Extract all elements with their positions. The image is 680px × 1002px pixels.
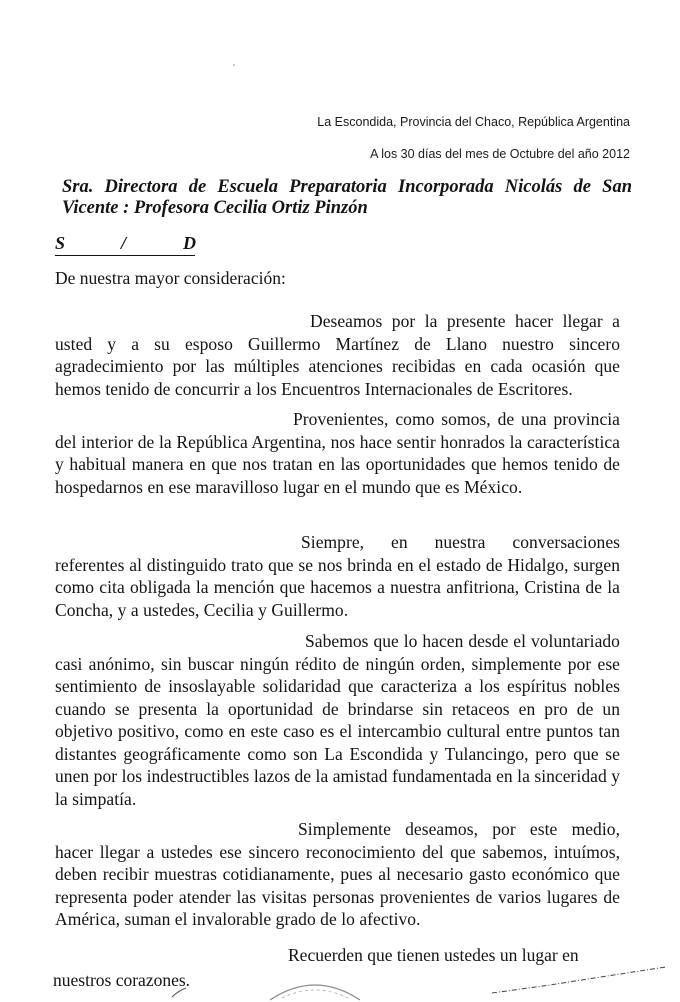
closing-line-1: Recuerden que tienen ustedes un lugar en <box>288 945 579 965</box>
addressee: Sra. Directora de Escuela Preparatoria Incorporada Nicolás de San Vicente : Profesora Cecilia Ortiz Pinzón <box>62 177 632 218</box>
letter-place: La Escondida, Provincia del Chaco, República Argentina <box>317 115 630 129</box>
paragraph-2-text: Provenientes, como somos, de una provincia del interior de la República Argentina, nos hace sentir honrados la característica y habitual manera en que nos tratan en las oportunidades que hemos tenido de hospedarnos en ese maravilloso lugar en el mundo que es México. <box>55 409 620 497</box>
sd-salutation <box>55 233 195 256</box>
paragraph-1-text: Deseamos por la presente hacer llegar a usted y a su esposo Guillermo Martínez de Llano nuestro sincero agradecimiento por las múltiples atenciones recibidas en cada ocasión que hemos tenido de concurrir a los Encuentros Internacionales de Escritores. <box>55 311 620 399</box>
paragraph-2 <box>55 408 620 498</box>
stamp-seal-icon <box>260 976 370 1002</box>
closing-line-2: nuestros corazones. <box>53 970 191 990</box>
paragraph-5 <box>55 818 620 931</box>
paragraph-3-text: Siempre, en nuestra conversaciones referentes al distinguido trato que se nos brinda en el estado de Hidalgo, surgen como cita obligada la mención que hacemos a nuestra anfitriona, Cristina de la Concha, y a ustedes, Cecilia y Guillermo. <box>55 532 620 620</box>
signature-line-icon <box>490 955 670 995</box>
paragraph-5-text: Simplemente deseamos, por este medio, hacer llegar a ustedes ese sincero reconocimiento del que sabemos, intuímos, deben recibir muestras cotidianamente, pues al necesario gasto económico que representa poder atender las visitas personas provenientes de varios lugares de América, suman el invalorable grado de lo afectivo. <box>55 819 620 929</box>
paragraph-1 <box>55 310 620 400</box>
greeting: De nuestra mayor consideración: <box>55 268 286 288</box>
paragraph-4 <box>55 630 620 810</box>
paragraph-3 <box>55 531 620 621</box>
sd-slash: / <box>121 233 127 253</box>
sd-d: D <box>183 233 196 253</box>
sd-s: S <box>55 233 66 253</box>
pen-mark-icon <box>170 985 190 999</box>
letter-date: A los 30 días del mes de Octubre del año 2012 <box>370 147 630 161</box>
paragraph-4-text: Sabemos que lo hacen desde el voluntariado casi anónimo, sin buscar ningún rédito de ningún orden, simplemente por ese sentimiento de insoslayable solidaridad que caracteriza a los espíritus nobles cuando se presenta la oportunidad de brindarse sin retaceos en pro de un objetivo positivo, como en este caso es el intercambio cultural entre puntos tan distantes geográficamente como son La Escondida y Tulancingo, pero que se unen por los indestructibles lazos de la amistad fundamentada en la sinceridad y la simpatía. <box>55 631 620 809</box>
scan-speck <box>233 64 235 66</box>
